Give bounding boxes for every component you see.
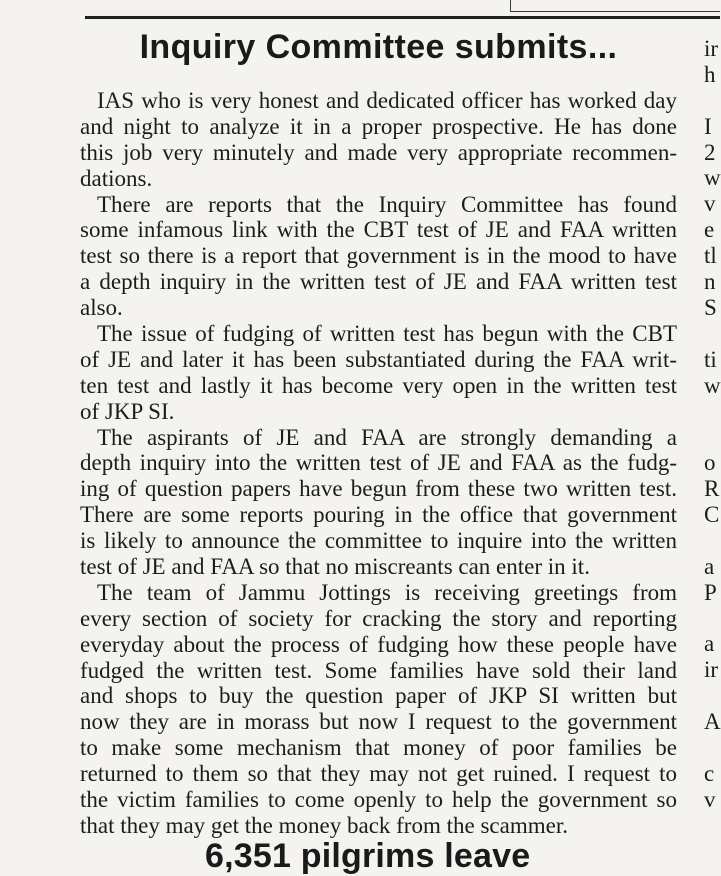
line-spacer <box>704 398 720 424</box>
article-text-line: depth inquiry into the written test of JE and FAA as the fudg- <box>80 450 677 476</box>
top-rule <box>85 16 720 19</box>
adjacent-column-fragment: ti <box>704 346 717 372</box>
adjacent-column-fragment: n <box>704 269 716 295</box>
paragraph <box>80 88 677 192</box>
article-text-line: ten test and lastly it has become very open in the written test <box>80 372 677 398</box>
article-text-line: ing of question papers have begun from these two written test. <box>80 476 677 502</box>
article-text-line: a depth inquiry in the written test of JE and FAA written test <box>80 269 677 295</box>
adjacent-column-fragment: c <box>704 760 715 786</box>
adjacent-article-box <box>510 0 720 12</box>
next-article-headline-clip <box>80 836 677 875</box>
article-text-line: that they may get the money back from the scammer. <box>80 812 568 838</box>
article-text-line: also. <box>80 295 123 321</box>
paragraph <box>80 425 677 580</box>
article-text-line: and night to analyze it in a proper prospective. He has done <box>80 113 677 139</box>
article-text-line: of JE and later it has been substantiated during the FAA writ- <box>80 346 677 372</box>
article-text-line: test so there is a report that government is in the mood to have <box>80 243 677 269</box>
article-text-line: The team of Jammu Jottings is receiving greetings from <box>97 579 677 605</box>
article-text-line: the victim families to come openly to help the government so <box>80 787 677 813</box>
article-text-line: every section of society for cracking the story and reporting <box>80 605 677 631</box>
line-spacer <box>704 88 720 114</box>
adjacent-column-fragment: a <box>704 553 715 579</box>
line-spacer <box>704 606 720 632</box>
adjacent-column-fragment: C <box>704 502 720 528</box>
line-spacer <box>704 424 720 450</box>
adjacent-column-fragment: h <box>704 61 716 87</box>
adjacent-column-fragment: w <box>704 165 721 191</box>
adjacent-column-fragment: ir <box>704 36 719 61</box>
adjacent-column-text <box>704 36 720 813</box>
article-text-line: of JKP SI. <box>80 398 175 424</box>
adjacent-column-fragment: w <box>704 372 721 398</box>
article-text-line: test of JE and FAA so that no miscreants can enter in it. <box>80 554 590 580</box>
adjacent-column-fragment: R <box>704 476 720 502</box>
adjacent-column-fragment: v <box>704 786 716 812</box>
article-body <box>80 88 677 839</box>
line-spacer <box>704 321 720 347</box>
adjacent-column-fragment: A <box>704 709 721 735</box>
article-text-line: dations. <box>80 165 153 191</box>
line-spacer <box>704 735 720 761</box>
adjacent-column-fragment: e <box>704 217 715 243</box>
article-text-line: this job very minutely and made very appropriate recommen- <box>80 139 677 165</box>
article-text-line: and shops to buy the question paper of JKP SI written but <box>80 683 677 709</box>
line-spacer <box>704 528 720 554</box>
article-text-line: to make some mechanism that money of poor families be <box>80 735 677 761</box>
article-text-line: is likely to announce the committee to inquire into the written <box>80 528 677 554</box>
article-text-line: The aspirants of JE and FAA are strongly demanding a <box>97 424 677 450</box>
headline: Inquiry Committee submits... <box>139 28 618 66</box>
paragraph <box>80 192 677 321</box>
article-text-line: everyday about the process of fudging how these people have <box>80 631 677 657</box>
next-article-headline: 6,351 pilgrims leave <box>205 837 531 875</box>
article-text-line: returned to them so that they may not get ruined. I request to <box>80 761 677 787</box>
adjacent-column-fragment: S <box>704 294 717 320</box>
article-text-line: IAS who is very honest and dedicated officer has worked day <box>97 88 677 113</box>
adjacent-column-fragment: v <box>704 191 716 217</box>
article-text-line: There are reports that the Inquiry Committee has found <box>97 191 677 217</box>
adjacent-column-fragment: 2 <box>704 139 716 165</box>
adjacent-column-fragment: P <box>704 579 717 605</box>
adjacent-column-fragment: o <box>704 450 716 476</box>
paragraph <box>80 580 677 839</box>
article-text-line: fudged the written test. Some families have sold their land <box>80 657 677 683</box>
adjacent-column-fragment: a <box>704 631 715 657</box>
article-text-line: some infamous link with the CBT test of JE and FAA written <box>80 217 677 243</box>
article-text-line: There are some reports pouring in the office that government <box>80 502 677 528</box>
adjacent-column-fragment: tl <box>704 243 717 269</box>
article-text-line: The issue of fudging of written test has begun with the CBT <box>97 321 677 347</box>
adjacent-column-fragment: ir <box>704 657 719 683</box>
article-text-line: now they are in morass but now I request to the government <box>80 709 677 735</box>
line-spacer <box>704 683 720 709</box>
adjacent-column-fragment: I <box>704 113 712 139</box>
paragraph <box>80 321 677 425</box>
